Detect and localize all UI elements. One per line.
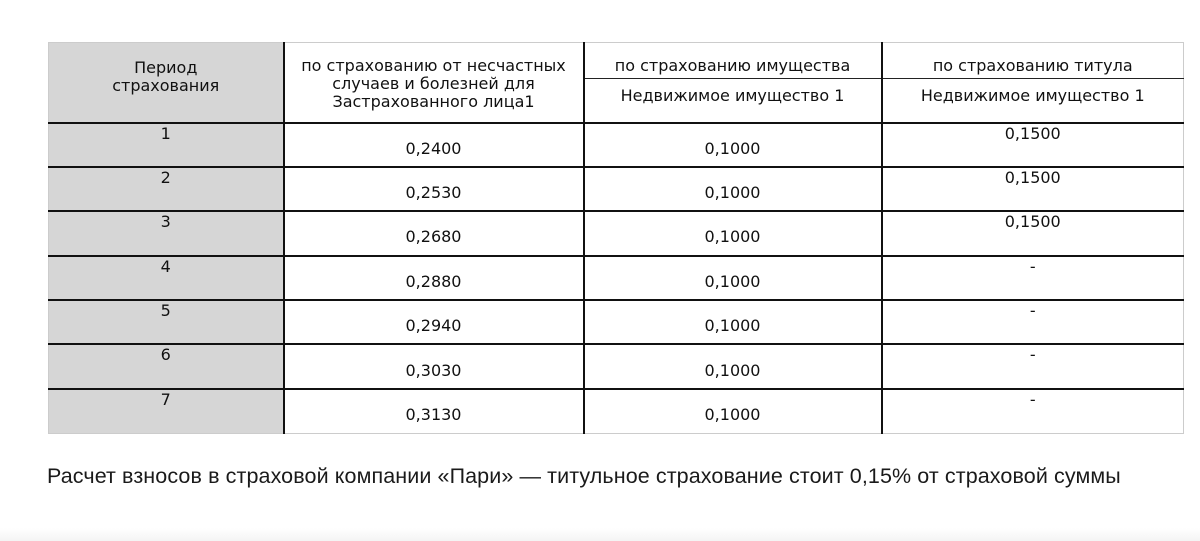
period-cell: 6 [49,344,284,388]
table-row [49,256,1184,300]
header-property-sub-label: Недвижимое имущество 1 [620,86,845,105]
header-title-sub-label: Недвижимое имущество 1 [920,86,1145,105]
title-rate-cell: 0,1500 [882,167,1184,211]
period-cell: 2 [49,167,284,211]
header-accident-label: по страхованию от несчастных случаев и болезней для Застрахованного лица1 [301,56,566,111]
title-rate-cell: - [882,256,1184,300]
page-bottom-fade [0,528,1200,541]
title-rate-cell: 0,1500 [882,211,1184,255]
period-cell: 3 [49,211,284,255]
header-title-sub [882,79,1184,123]
period-cell: 1 [49,123,284,167]
header-title-group [882,43,1184,79]
table-row [49,123,1184,167]
accident-rate-cell: 0,2940 [284,300,584,344]
accident-rate-cell: 0,2680 [284,211,584,255]
accident-rate-cell: 0,3030 [284,344,584,388]
property-rate-cell: 0,1000 [584,123,882,167]
header-property-group-label: по страхованию имущества [614,56,851,75]
title-rate-cell: - [882,389,1184,433]
property-rate-cell: 0,1000 [584,211,882,255]
header-title-group-label: по страхованию титула [932,56,1133,75]
header-period [49,43,284,123]
table-row [49,389,1184,433]
property-rate-cell: 0,1000 [584,167,882,211]
property-rate-cell: 0,1000 [584,344,882,388]
accident-rate-cell: 0,2880 [284,256,584,300]
table-row [49,167,1184,211]
property-rate-cell: 0,1000 [584,389,882,433]
table-row [49,300,1184,344]
insurance-rates-table [48,42,1184,434]
header-property-group [584,43,882,79]
table-row [49,344,1184,388]
title-rate-cell: - [882,300,1184,344]
period-cell: 4 [49,256,284,300]
property-rate-cell: 0,1000 [584,300,882,344]
period-cell: 5 [49,300,284,344]
accident-rate-cell: 0,3130 [284,389,584,433]
accident-rate-cell: 0,2400 [284,123,584,167]
header-accident [284,43,584,123]
table-row [49,211,1184,255]
table-header-row [49,43,1184,79]
title-rate-cell: - [882,344,1184,388]
table-caption: Расчет взносов в страховой компании «Пари» — титульное страхование стоит 0,15% от страховой суммы [47,464,1121,488]
property-rate-cell: 0,1000 [584,256,882,300]
period-cell: 7 [49,389,284,433]
header-property-sub [584,79,882,123]
title-rate-cell: 0,1500 [882,123,1184,167]
header-period-label: Период страхования [112,58,220,95]
accident-rate-cell: 0,2530 [284,167,584,211]
